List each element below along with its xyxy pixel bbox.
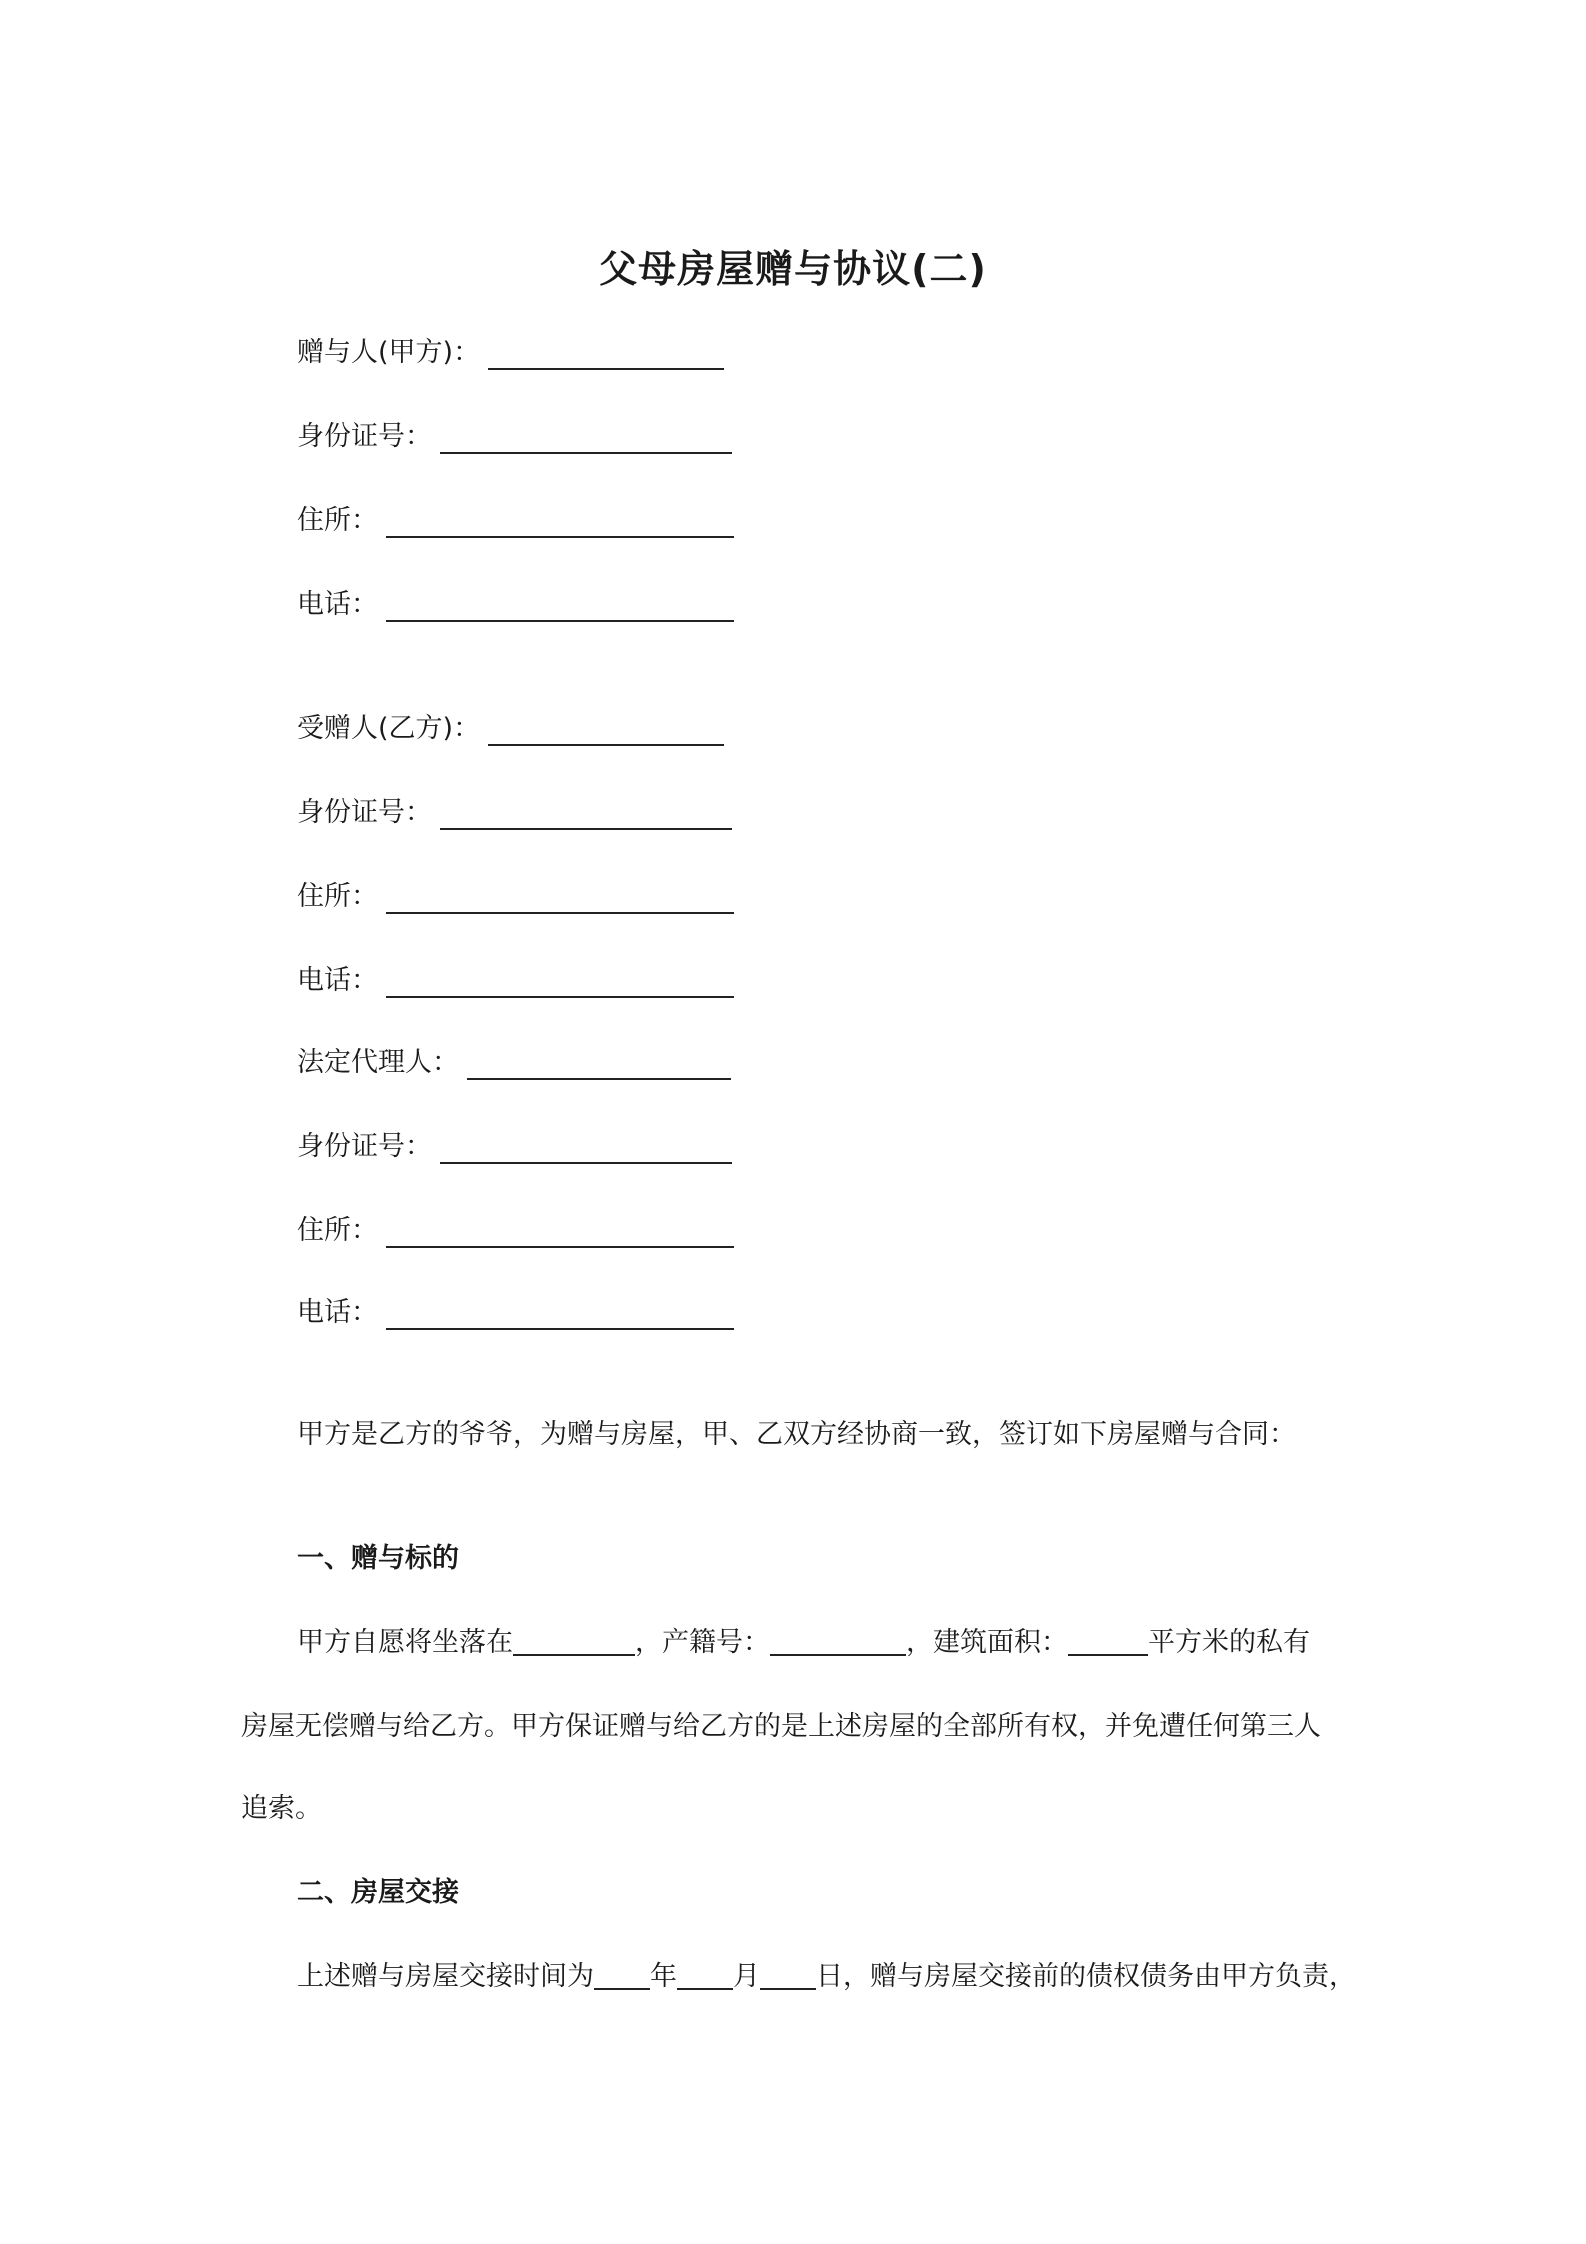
donor-field xyxy=(297,330,724,370)
donor-address-field xyxy=(297,498,734,538)
donor-phone-label: 电话： xyxy=(297,589,378,620)
agent-phone-blank[interactable] xyxy=(386,1298,734,1330)
donor-id-field xyxy=(297,414,732,454)
month-blank[interactable] xyxy=(677,1960,733,1990)
donor-address-blank[interactable] xyxy=(386,506,734,538)
donor-phone-blank[interactable] xyxy=(386,590,734,622)
section2-line1 xyxy=(297,1960,1356,1994)
document-title: 父母房屋赠与协议(二) xyxy=(599,247,987,291)
area-blank[interactable] xyxy=(1068,1626,1148,1656)
agent-blank[interactable] xyxy=(467,1048,731,1080)
agent-id-label: 身份证号： xyxy=(297,1131,432,1162)
agent-address-field xyxy=(297,1208,734,1248)
section1-text-c: ，建筑面积： xyxy=(906,1627,1068,1658)
section1-heading: 一、赠与标的 xyxy=(297,1543,459,1574)
section1-line1 xyxy=(297,1626,1310,1660)
year-label: 年 xyxy=(650,1961,677,1992)
donor-address-label: 住所： xyxy=(297,505,378,536)
donor-id-label: 身份证号： xyxy=(297,421,432,452)
donee-id-label: 身份证号： xyxy=(297,797,432,828)
intro-paragraph: 甲方是乙方的爷爷，为赠与房屋，甲、乙双方经协商一致，签订如下房屋赠与合同： xyxy=(297,1419,1296,1450)
section1-text-d: 平方米的私有 xyxy=(1148,1627,1310,1658)
section1-line2: 房屋无偿赠与给乙方。甲方保证赠与给乙方的是上述房屋的全部所有权，并免遭任何第三人 xyxy=(241,1711,1321,1742)
donee-phone-blank[interactable] xyxy=(386,966,734,998)
donee-label: 受赠人(乙方)： xyxy=(297,713,481,744)
agent-phone-label: 电话： xyxy=(297,1297,378,1328)
section2-text-a: 上述赠与房屋交接时间为 xyxy=(297,1961,594,1992)
agent-field xyxy=(297,1040,731,1080)
section1-text-b: ，产籍号： xyxy=(635,1627,770,1658)
donee-phone-label: 电话： xyxy=(297,965,378,996)
donee-address-field xyxy=(297,874,734,914)
donor-id-blank[interactable] xyxy=(440,422,732,454)
donee-field xyxy=(297,706,724,746)
donee-id-blank[interactable] xyxy=(440,798,732,830)
location-blank[interactable] xyxy=(513,1626,635,1656)
section1-text-a: 甲方自愿将坐落在 xyxy=(297,1627,513,1658)
donee-address-blank[interactable] xyxy=(386,882,734,914)
agent-id-blank[interactable] xyxy=(440,1132,732,1164)
agent-address-label: 住所： xyxy=(297,1215,378,1246)
section1-line3: 追索。 xyxy=(241,1793,322,1824)
agent-label: 法定代理人： xyxy=(297,1047,459,1078)
section2-text-day: 日，赠与房屋交接前的债权债务由甲方负责， xyxy=(816,1961,1356,1992)
agent-address-blank[interactable] xyxy=(386,1216,734,1248)
section2-heading: 二、房屋交接 xyxy=(297,1877,459,1908)
agent-phone-field xyxy=(297,1290,734,1330)
donee-id-field xyxy=(297,790,732,830)
day-blank[interactable] xyxy=(760,1960,816,1990)
property-number-blank[interactable] xyxy=(770,1626,906,1656)
donor-label: 赠与人(甲方)： xyxy=(297,337,481,368)
donor-phone-field xyxy=(297,582,734,622)
donee-address-label: 住所： xyxy=(297,881,378,912)
month-label: 月 xyxy=(733,1961,760,1992)
donor-blank[interactable] xyxy=(488,338,724,370)
agent-id-field xyxy=(297,1124,732,1164)
donee-blank[interactable] xyxy=(488,714,724,746)
year-blank[interactable] xyxy=(594,1960,650,1990)
donee-phone-field xyxy=(297,958,734,998)
